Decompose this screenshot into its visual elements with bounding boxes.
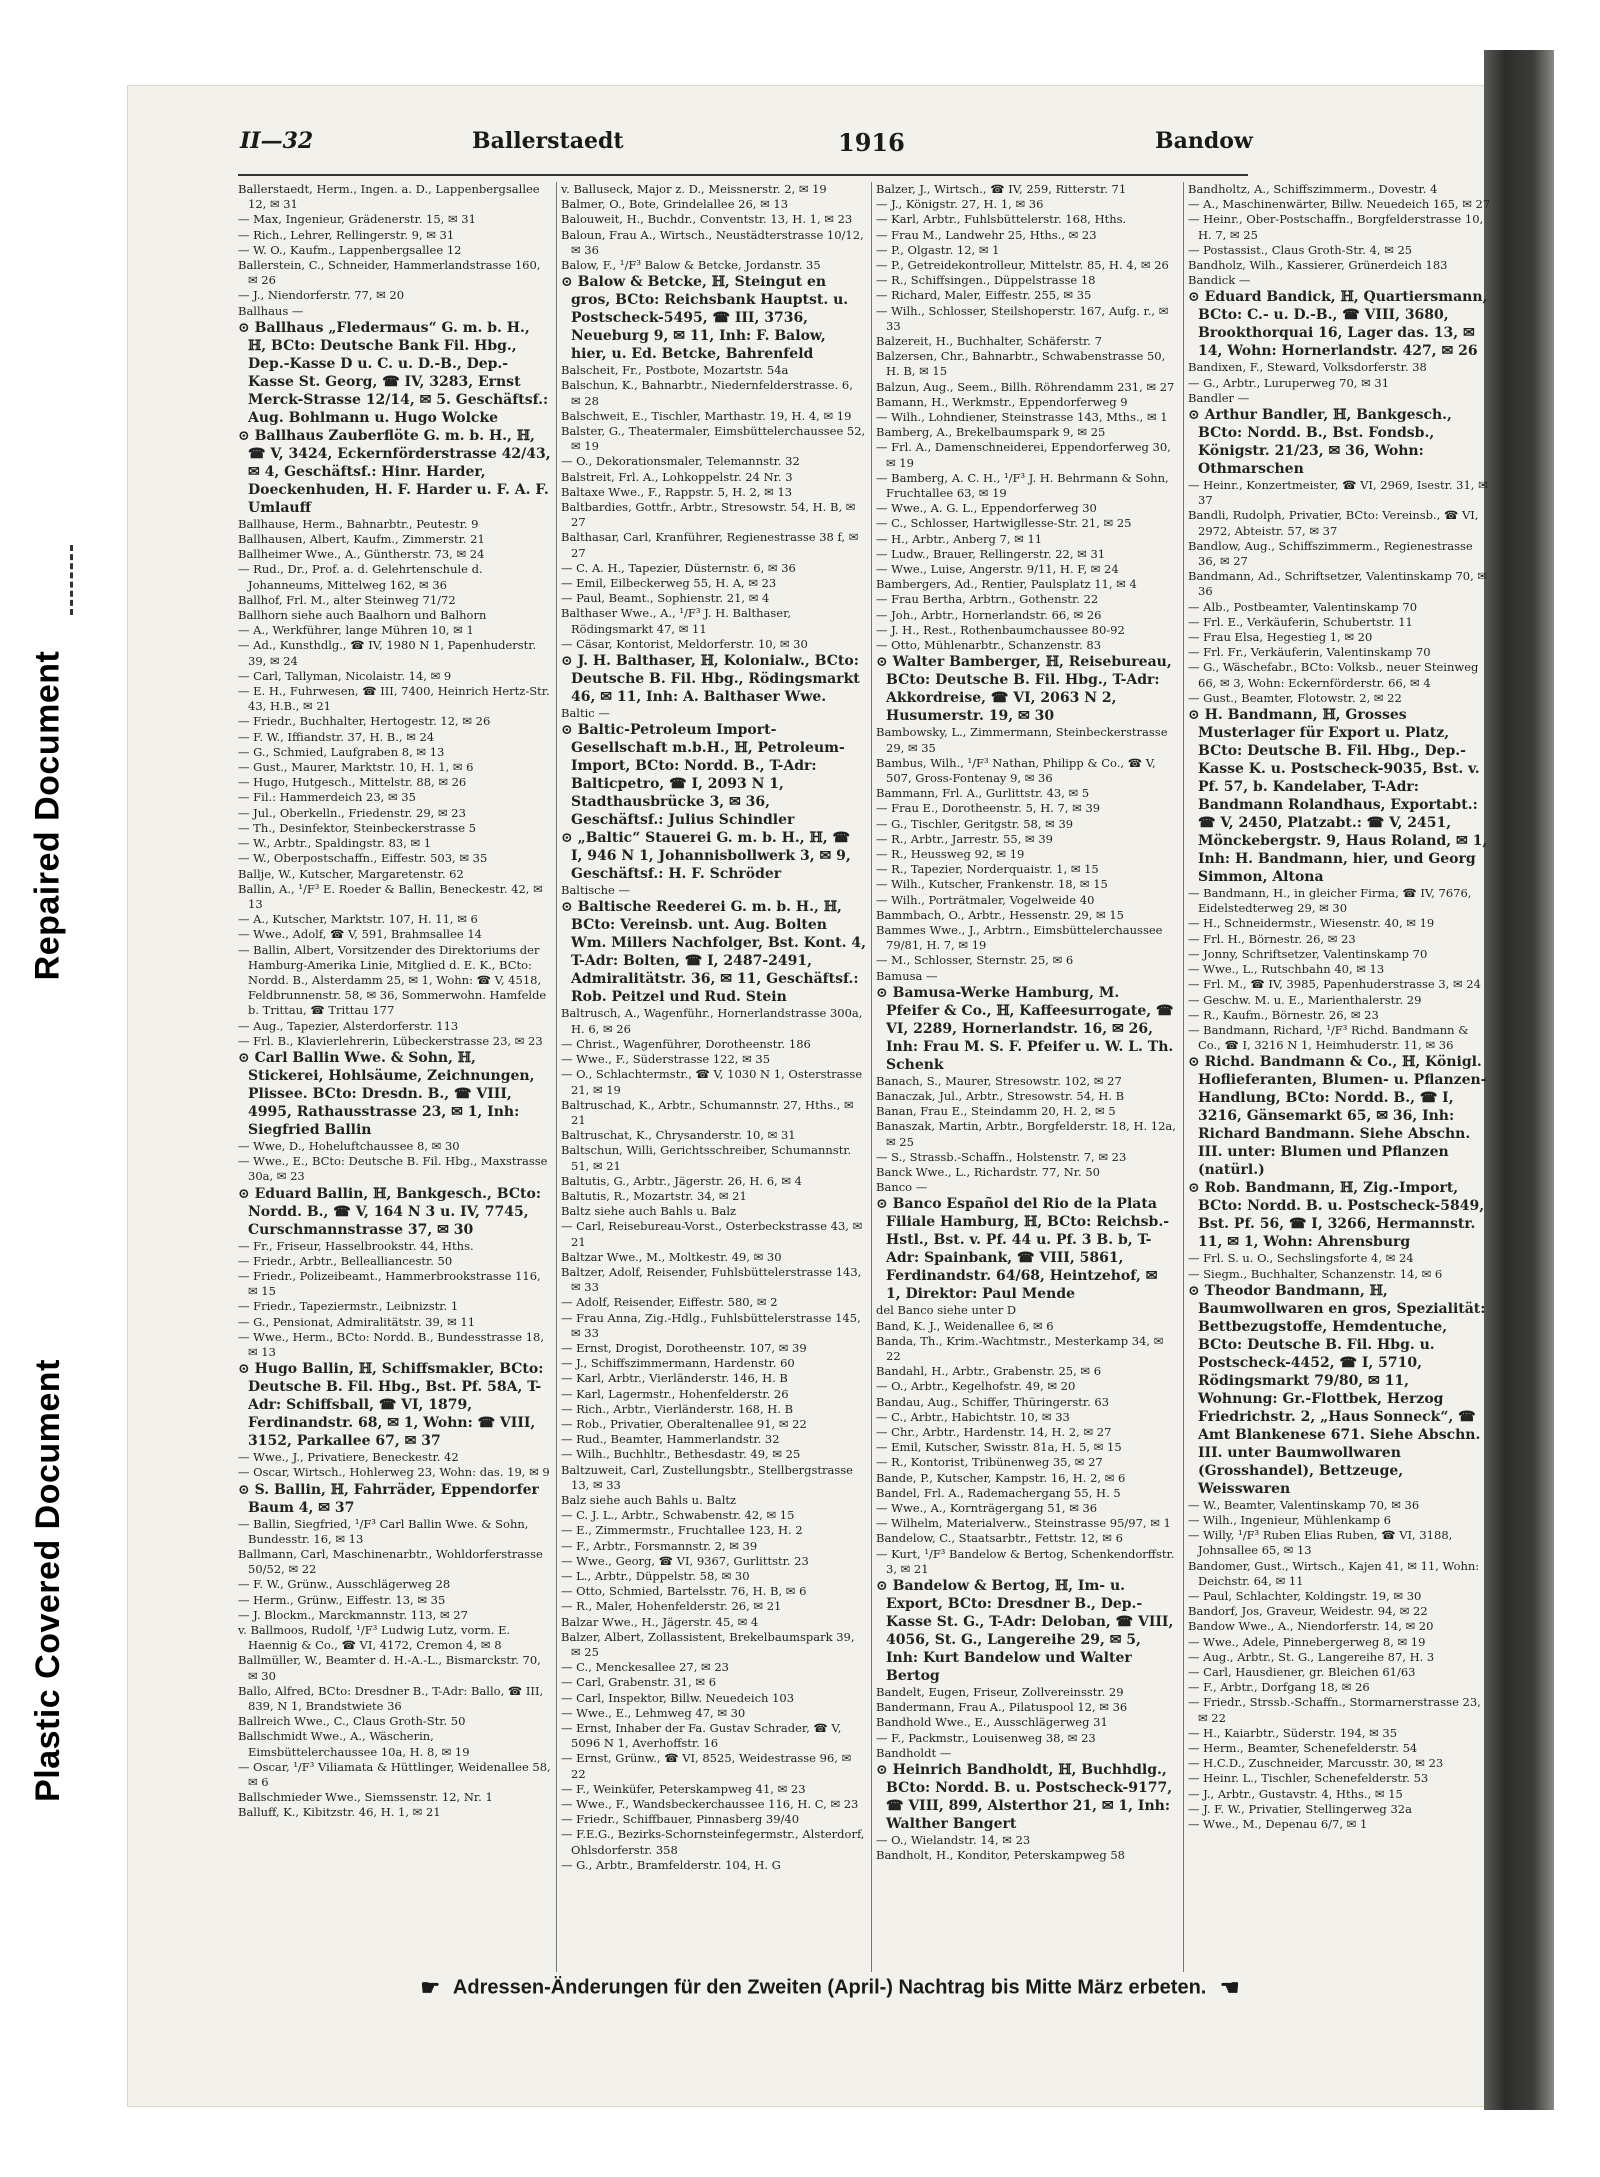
directory-entry: Baltutis, R., Mozartstr. 34, ✉ 21 — [561, 1188, 747, 1203]
directory-entry: — J., Schiffszimmermann, Hardenstr. 60 — [561, 1356, 795, 1371]
directory-entry: — J. H., Rest., Rothenbaumchaussee 80-92 — [876, 622, 1125, 637]
directory-entry: Balster, G., Theatermaler, Eimsbüttelerchaussee 52, ✉ 19 — [561, 424, 866, 454]
directory-entry: Ballin, A., ¹/F³ E. Roeder & Ballin, Beneckestr. 42, ✉ 13 — [238, 881, 543, 911]
directory-entry: — Frl. A., Damenschneiderei, Eppendorferweg 30, ✉ 19 — [876, 440, 1171, 470]
directory-entry: Baltutis, G., Arbtr., Jägerstr. 26, H. 6, ✉ 4 — [561, 1173, 802, 1188]
directory-entry: ⊙ Bamusa-Werke Hamburg, M. Pfeifer & Co., ℍ, Kaffeesurrogate, ☎ VI, 2289, Hornerlandstr. 16, ✉ 26, Inh: Frau M. S. F. Pfeifer u. W. L. Th. Schenk — [876, 984, 1174, 1073]
directory-entry: — M., Schlosser, Sternstr. 25, ✉ 6 — [876, 953, 1074, 968]
directory-entry: — Carl, Reisebureau-Vorst., Osterbeckstrasse 43, ✉ 21 — [561, 1219, 863, 1249]
directory-entry: — J. Blockm., Marckmannstr. 113, ✉ 27 — [238, 1607, 468, 1622]
directory-entry: Balstreit, Frl. A., Lohkoppelstr. 24 Nr. 3 — [561, 469, 793, 484]
directory-entry: — Herm., Beamter, Schenefelderstr. 54 — [1188, 1740, 1418, 1755]
page-footer — [350, 1975, 1310, 2005]
directory-entry: — S., Strassb.-Schaffn., Holstenstr. 7, ✉ 23 — [876, 1149, 1127, 1164]
directory-entry: — Wwe., Luise, Angerstr. 9/11, H. F, ✉ 24 — [876, 562, 1119, 577]
directory-entry: — Carl, Grabenstr. 31, ✉ 6 — [561, 1675, 717, 1690]
directory-entry: Balzun, Aug., Seem., Billh. Röhrendamm 231, ✉ 27 — [876, 379, 1175, 394]
directory-entry: ⊙ Balow & Betcke, ℍ, Steingut en gros, BCto: Reichsbank Hauptst. u. Postscheck-5495, ☎ III, 3736, Neueburg 9, ✉ 11, Inh: F. Balow, hier, u. Ed. Betcke, Bahrenfeld — [561, 274, 849, 363]
directory-entry: — Wilh., Kutscher, Frankenstr. 18, ✉ 15 — [876, 877, 1108, 892]
directory-entry: — G., Arbtr., Bramfelderstr. 104, H. G — [561, 1857, 781, 1872]
directory-entry: — Aug., Tapezier, Alsterdorferstr. 113 — [238, 1018, 459, 1033]
directory-entry: — Karl, Arbtr., Fuhlsbüttelerstr. 168, Hths. — [876, 212, 1127, 227]
directory-entry: — O., Arbtr., Kegelhofstr. 49, ✉ 20 — [876, 1379, 1076, 1394]
directory-entry: — Paul, Beamt., Sophienstr. 21, ✉ 4 — [561, 591, 770, 606]
directory-entry: — L., Arbtr., Düppelstr. 58, ✉ 30 — [561, 1569, 750, 1583]
directory-entry: ⊙ Baltic-Petroleum Import-Gesellschaft m.b.H., ℍ, Petroleum-Import, BCto: Nordd. B., T-Adr: Balticpetro, ☎ I, 2093 N 1, Stadthausbrücke 3, ✉ 36, Geschäftsf.: Julius Schindler — [561, 722, 845, 829]
directory-entry: Bandelow, C., Staatsarbtr., Fettstr. 12, ✉ 6 — [876, 1531, 1123, 1546]
directory-entry: Balscheit, Fr., Postbote, Mozartstr. 54a — [561, 363, 789, 378]
directory-entry: ⊙ Theodor Bandmann, ℍ, Baumwollwaren en gros, Spezialität: Bettbezugstoffe, Hemdentuche, BCto: Deutsche B. Fil. Hbg. u. Postscheck-4452, ☎ I, 5710, Rödingsmarkt 79/80, ✉ 11, Wohnung: Gr.-Flottbek, Herzog Friedrichstr. 2, „Haus Sonneck“, ☎ Amt Blankenese 671. Siehe Abschn. III. unter Baumwollwaren (Grosshandel), Bettzeuge, Weisswaren — [1188, 1282, 1486, 1497]
directory-entry: — Wwe., F., Wandsbeckerchaussee 116, H. C, ✉ 23 — [561, 1797, 859, 1812]
directory-entry: — Gust., Maurer, Marktstr. 10, H. 1, ✉ 6 — [238, 760, 474, 775]
directory-entry: — C. J. L., Arbtr., Schwabenstr. 42, ✉ 15 — [561, 1508, 795, 1523]
directory-entry: — Wilh., Buchhltr., Bethesdastr. 49, ✉ 25 — [561, 1447, 801, 1462]
directory-entry: — Wwe., J., Privatiere, Beneckestr. 42 — [238, 1450, 459, 1465]
header-first-word: Ballerstaedt — [472, 128, 624, 154]
directory-entry: ⊙ Richd. Bandmann & Co., ℍ, Königl. Hoflieferanten, Blumen- u. Pflanzen-Handlung, BCto: Nordd. B., ☎ I, 3216, Gänsemarkt 65, ✉ 36, Inh: Richard Bandmann. Siehe Abschn. III. unter: Blumen und Pflanzen (natürl.) — [1188, 1054, 1487, 1179]
directory-entry: — Wwe., A., Kornträgergang 51, ✉ 36 — [876, 1501, 1098, 1516]
directory-entry: — J. F. W., Privatier, Stellingerweg 32a — [1188, 1801, 1412, 1816]
directory-entry: — E., Zimmermstr., Fruchtallee 123, H. 2 — [561, 1523, 803, 1538]
directory-entry: ⊙ „Baltic“ Stauerei G. m. b. H., ℍ, ☎ I, 946 N 1, Johannisbollwerk 3, ✉ 9, Geschäftsf.: H. F. Schröder — [561, 830, 851, 883]
pointing-hand-icon: ☛ — [420, 1975, 441, 2000]
directory-entry: — Friedr., Tapeziermstr., Leibnizstr. 1 — [238, 1299, 459, 1314]
directory-entry: — Friedr., Polizeibeamt., Hammerbrookstrasse 116, ✉ 15 — [238, 1268, 541, 1299]
directory-entry: — C., Arbtr., Habichtstr. 10, ✉ 33 — [876, 1409, 1070, 1424]
directory-entry: — Christ., Wagenführer, Dorotheenstr. 186 — [561, 1036, 811, 1051]
directory-entry: Bandholz, Wilh., Kassierer, Grünerdeich 183 — [1188, 258, 1448, 273]
directory-entry: — Karl, Lagermstr., Hohenfelderstr. 26 — [561, 1386, 789, 1401]
directory-entry: Baltbardies, Gottfr., Arbtr., Stresowstr. 54, H. B, ✉ 27 — [561, 500, 856, 530]
directory-entry: Baloun, Frau A., Wirtsch., Neustädterstrasse 10/12, ✉ 36 — [561, 227, 864, 257]
directory-entry: — H., Kaiarbtr., Süderstr. 194, ✉ 35 — [1188, 1725, 1398, 1740]
directory-entry: — Otto, Schmied, Bartelsstr. 76, H. B, ✉ 6 — [561, 1584, 807, 1599]
directory-entry: Bande, P., Kutscher, Kampstr. 16, H. 2, ✉ 6 — [876, 1470, 1126, 1485]
directory-entry: — Wilhelm, Materialverw., Steinstrasse 95/97, ✉ 1 — [876, 1516, 1171, 1531]
directory-entry: Bambus, Wilh., ¹/F³ Nathan, Philipp & Co., ☎ V, 507, Gross-Fontenay 9, ✉ 36 — [876, 755, 1156, 785]
directory-entry: — W., Oberpostschaffn., Eiffestr. 503, ✉ 35 — [238, 851, 488, 866]
directory-entry: Bammbach, O., Arbtr., Hessenstr. 29, ✉ 15 — [876, 907, 1124, 922]
directory-entry: — Wilh., Lohndiener, Steinstrasse 143, Mths., ✉ 1 — [876, 410, 1168, 425]
directory-entry: Bandixen, F., Steward, Volksdorferstr. 38 — [1188, 360, 1427, 375]
directory-entry: — Frl. B., Klavierlehrerin, Lübeckerstrasse 23, ✉ 23 — [238, 1033, 543, 1048]
directory-entry: — J., Arbtr., Gustavstr. 4, Hths., ✉ 15 — [1188, 1786, 1403, 1801]
directory-entry: — Ballin, Albert, Vorsitzender des Direktoriums der Hamburg-Amerika Linie, Mitglied d. E. K., BCto: Nordd. B., Alsterdamm 25, ✉ 1, Wohn: ☎ V, 4518, Feldbrunnenstr. 58, ✉ 36, Sommerwohn. Hamfelde b. Trittau, ☎ Trittau 177 — [238, 942, 547, 1018]
directory-entry: — Frl. H., Börnestr. 26, ✉ 23 — [1188, 931, 1356, 946]
directory-entry: Bamusa — — [876, 968, 938, 983]
directory-entry: — Siegm., Buchhalter, Schanzenstr. 14, ✉ 6 — [1188, 1266, 1443, 1281]
directory-entry: Ballhause, Herm., Bahnarbtr., Peutestr. 9 — [238, 516, 479, 531]
directory-entry: — Willy, ¹/F³ Ruben Elias Ruben, ☎ VI, 3188, Johnsallee 65, ✉ 13 — [1188, 1528, 1453, 1558]
directory-entry: — Wwe., Adele, Pinnebergerweg 8, ✉ 19 — [1188, 1634, 1426, 1649]
column-4 — [1183, 182, 1495, 1972]
directory-entry: — Wwe., E., Lehmweg 47, ✉ 30 — [561, 1705, 746, 1720]
directory-entry: — Joh., Arbtr., Hornerlandstr. 66, ✉ 26 — [876, 607, 1102, 622]
directory-entry: Bandmann, Ad., Schriftsetzer, Valentinskamp 70, ✉ 36 — [1188, 569, 1488, 599]
directory-entry: — Frl. M., ☎ IV, 3985, Papenhuderstrasse 3, ✉ 24 — [1188, 977, 1481, 992]
directory-entry: — F., Arbtr., Forsmannstr. 2, ✉ 39 — [561, 1538, 758, 1553]
directory-entry: Balluff, K., Kibitzstr. 46, H. 1, ✉ 21 — [238, 1805, 441, 1820]
page-number: II—32 — [240, 128, 314, 154]
directory-entry: Ballmüller, W., Beamter d. H.-A.-L., Bismarckstr. 70, ✉ 30 — [238, 1653, 541, 1683]
column-2 — [556, 182, 870, 1972]
directory-entry: Bambowsky, L., Zimmermann, Steinbeckerstrasse 29, ✉ 35 — [876, 725, 1168, 755]
directory-entry: Ballheimer Wwe., A., Güntherstr. 73, ✉ 24 — [238, 547, 485, 562]
directory-entry: — Wilh., Porträtmaler, Vogelweide 40 — [876, 892, 1095, 907]
directory-entry: Banaczak, Jul., Arbtr., Stresowstr. 54, H. B — [876, 1088, 1125, 1103]
directory-entry: Baltruschad, K., Arbtr., Schumannstr. 27, Hths., ✉ 21 — [561, 1097, 854, 1127]
directory-entry: Bandholt, H., Konditor, Peterskampweg 58 — [876, 1848, 1125, 1863]
directory-entry: ⊙ Baltische Reederei G. m. b. H., ℍ, BCto: Vereinsb. unt. Aug. Bolten Wm. Millers Nachfolger, Bst. Kont. 4, T-Adr: Bolten, ☎ I, 2487-2491, Admiralitätstr. 36, ✉ 11, Geschäftsf.: Rob. Peitzel und Rud. Stein — [561, 899, 866, 1006]
directory-entry: Balow, F., ¹/F³ Balow & Betcke, Jordanstr. 35 — [561, 258, 821, 273]
directory-entry: Balouweit, H., Buchdr., Conventstr. 13, H. 1, ✉ 23 — [561, 212, 853, 227]
directory-entry: Banda, Th., Krim.-Wachtmstr., Mesterkamp 34, ✉ 22 — [876, 1333, 1164, 1363]
directory-entry: — W., Beamter, Valentinskamp 70, ✉ 36 — [1188, 1497, 1420, 1512]
directory-entry: — Richard, Maler, Eiffestr. 255, ✉ 35 — [876, 288, 1092, 303]
directory-entry: — Wwe., E., BCto: Deutsche B. Fil. Hbg., Maxstrasse 30a, ✉ 23 — [238, 1154, 548, 1184]
footer-text: Adressen-Änderungen für den Zweiten (April-) Nachtrag bis Mitte März erbeten. — [452, 1976, 1207, 1999]
directory-entry: Bandli, Rudolph, Privatier, BCto: Vereinsb., ☎ VI, 2972, Abteistr. 57, ✉ 37 — [1188, 508, 1479, 538]
directory-entry: — O., Wielandstr. 14, ✉ 23 — [876, 1833, 1031, 1848]
directory-entry: — Frl. Fr., Verkäuferin, Valentinskamp 70 — [1188, 645, 1431, 660]
directory-entry: — J., Königstr. 27, H. 1, ✉ 36 — [876, 197, 1044, 212]
directory-entry: Baltaxe Wwe., F., Rappstr. 5, H. 2, ✉ 13 — [561, 484, 793, 499]
directory-entry: — Frl. S. u. O., Sechslingsforte 4, ✉ 24 — [1188, 1251, 1414, 1266]
directory-entry: ⊙ J. H. Balthaser, ℍ, Kolonialw., BCto: Deutsche B. Fil. Hbg., Rödingsmarkt 46, ✉ 11, Inh: A. Balthaser Wwe. — [561, 653, 860, 706]
directory-entry: Ballschmieder Wwe., Siemssenstr. 12, Nr. 1 — [238, 1790, 493, 1805]
directory-entry: Baltruschat, K., Chrysanderstr. 10, ✉ 31 — [561, 1128, 796, 1143]
directory-entry: — Frau M., Landwehr 25, Hths., ✉ 23 — [876, 227, 1097, 242]
directory-entry: v. Ballmoos, Rudolf, ¹/F³ Ludwig Lutz, vorm. E. Haennig & Co., ☎ VI, 4172, Cremon 4, ✉ 8 — [238, 1623, 511, 1653]
directory-entry: — Ernst, Inhaber der Fa. Gustav Schrader, ☎ V, 5096 N 1, Averhoffstr. 16 — [561, 1721, 842, 1751]
header-year: 1916 — [838, 128, 905, 157]
directory-entry: Balzer, Albert, Zollassistent, Brekelbaumspark 39, ✉ 25 — [561, 1629, 855, 1660]
directory-entry: — Oscar, ¹/F³ Viliamata & Hüttlinger, Weidenallee 58, ✉ 6 — [238, 1759, 551, 1790]
directory-entry: — Wilh., Schlosser, Steilshoperstr. 167, Aufg. r., ✉ 33 — [876, 303, 1169, 333]
directory-entry: — Cäsar, Kontorist, Meldorferstr. 10, ✉ 30 — [561, 636, 808, 651]
directory-entry: — Bandmann, H., in gleicher Firma, ☎ IV, 7676, Eidelstedterweg 29, ✉ 30 — [1188, 886, 1472, 916]
directory-entry: — Geschw. M. u. E., Marienthalerstr. 29 — [1188, 992, 1422, 1007]
directory-entry: Ballhof, Frl. M., alter Steinweg 71/72 — [238, 592, 456, 607]
directory-entry: Balmer, O., Bote, Grindelallee 26, ✉ 13 — [561, 197, 789, 212]
directory-entry: Balschun, K., Bahnarbtr., Niedernfelderstrasse. 6, ✉ 28 — [561, 378, 853, 408]
directory-entry: — F.E.G., Bezirks-Schornsteinfegermstr., Alsterdorf, Ohlsdorferstr. 358 — [561, 1827, 865, 1857]
directory-entry: — R., Kaufm., Börnestr. 26, ✉ 23 — [1188, 1007, 1379, 1022]
directory-entry: — Heinr., Konzertmeister, ☎ VI, 2969, Isestr. 31, ✉ 37 — [1188, 478, 1488, 508]
directory-entry: — Carl, Inspektor, Billw. Neuedeich 103 — [561, 1690, 795, 1705]
directory-entry: v. Balluseck, Major z. D., Meissnerstr. 2, ✉ 19 — [561, 182, 827, 196]
directory-entry: Ballerstaedt, Herm., Ingen. a. D., Lappenbergsallee 12, ✉ 31 — [238, 182, 540, 212]
directory-entry: — R., Heussweg 92, ✉ 19 — [876, 846, 1025, 861]
directory-entry: — Carl, Tallyman, Nicolaistr. 14, ✉ 9 — [238, 668, 452, 683]
directory-entry: Ballmann, Carl, Maschinenarbtr., Wohldorferstrasse 50/52, ✉ 22 — [238, 1546, 543, 1577]
directory-entry: — G., Arbtr., Luruperweg 70, ✉ 31 — [1188, 375, 1390, 390]
directory-entry: — Ernst, Grünw., ☎ VI, 8525, Weidestrasse 96, ✉ 22 — [561, 1751, 852, 1781]
directory-entry: ⊙ Rob. Bandmann, ℍ, Zig.-Import, BCto: Nordd. B. u. Postscheck-5849, Bst. Pf. 56, ☎ I, 3266, Hermannstr. 11, ✉ 1, Wohn: Ahrensburg — [1188, 1180, 1485, 1251]
directory-entry: Balthasar, Carl, Kranführer, Regienestrasse 38 f, ✉ 27 — [561, 530, 859, 560]
directory-entry: — Herm., Grünw., Eiffestr. 13, ✉ 35 — [238, 1592, 446, 1607]
directory-entry: ⊙ Banco Español del Rio de la Plata Filiale Hamburg, ℍ, BCto: Reichsb.-Hstl., Bst. v. Pf. 44 u. Pf. 3 B. b, T-Adr: Spainbank, ☎ VIII, 5861, Ferdinandstr. 64/68, Heintzehof, ✉ 1, Direktor: Paul Mende — [876, 1196, 1170, 1303]
directory-entry: — Wilh., Ingenieur, Mühlenkamp 6 — [1188, 1512, 1392, 1527]
directory-entry: — Wwe., Adolf, ☎ V, 591, Brahmsallee 14 — [238, 927, 482, 942]
directory-entry: Bandlow, Aug., Schiffszimmerm., Regienestrasse 36, ✉ 27 — [1188, 538, 1473, 569]
directory-entry: — R., Maler, Hohenfelderstr. 26, ✉ 21 — [561, 1599, 782, 1614]
directory-entry: Ballreich Wwe., C., Claus Groth-Str. 50 — [238, 1714, 466, 1729]
directory-entry: Ballhorn siehe auch Baalhorn und Balhorn — [238, 608, 487, 623]
directory-entry: — Carl, Hausdiener, gr. Bleichen 61/63 — [1188, 1664, 1416, 1679]
directory-entry: Bandholdt — — [876, 1745, 952, 1760]
plastic-label-text: Plastic Covered Document — [28, 1358, 67, 1802]
side-labels — [0, 0, 95, 2177]
directory-entry: — Friedr., Buchhalter, Hertogestr. 12, ✉ 26 — [238, 714, 491, 729]
directory-entry: — Jonny, Schriftsetzer, Valentinskamp 70 — [1188, 946, 1428, 961]
directory-entry: — Karl, Arbtr., Vierländerstr. 146, H. B — [561, 1371, 788, 1386]
directory-entry: — W. O., Kaufm., Lappenbergsallee 12 — [238, 242, 462, 257]
directory-entry: — Bandmann, Richard, ¹/F³ Richd. Bandmann & Co., ☎ I, 3216 N 1, Heimhuderstr. 11, ✉ 36 — [1188, 1022, 1469, 1053]
directory-entry: — Paul, Schlachter, Koldingstr. 19, ✉ 30 — [1188, 1588, 1422, 1603]
directory-entry: — E. H., Fuhrwesen, ☎ III, 7400, Heinrich Hertz-Str. 43, H.B., ✉ 21 — [238, 684, 550, 714]
directory-entry: Bandau, Aug., Schiffer, Thüringerstr. 63 — [876, 1394, 1110, 1409]
directory-entry: ⊙ Eduard Bandick, ℍ, Quartiersmann, BCto: C.- u. D.-B., ☎ VIII, 3680, Brookthorquai 16, Lager das. 13, ✉ 14, Wohn: Hornerlandstr. 427, ✉ 26 — [1188, 289, 1488, 360]
directory-entry: — Alb., Postbeamter, Valentinskamp 70 — [1188, 599, 1418, 614]
directory-entry: — Frau Bertha, Arbtrn., Gothenstr. 22 — [876, 592, 1099, 607]
directory-entry: — Emil, Kutscher, Swisstr. 81a, H. 5, ✉ 15 — [876, 1440, 1122, 1455]
directory-entry: Bandow Wwe., A., Niendorferstr. 14, ✉ 20 — [1188, 1619, 1434, 1634]
directory-entry: Banco — — [876, 1180, 928, 1195]
directory-entry: Bandermann, Frau A., Pilatuspool 12, ✉ 36 — [876, 1700, 1128, 1715]
directory-entry: — Max, Ingenieur, Grädenerstr. 15, ✉ 31 — [238, 212, 476, 227]
directory-entry: Ballhaus — — [238, 303, 304, 318]
directory-entry: Baltz siehe auch Bahls u. Balz — [561, 1204, 737, 1219]
directory-entry: Bandler — — [1188, 390, 1250, 405]
directory-entry: — H.C.D., Zuschneider, Marcusstr. 30, ✉ 23 — [1188, 1756, 1444, 1771]
directory-entry: — R., Arbtr., Jarrestr. 55, ✉ 39 — [876, 831, 1053, 846]
directory-entry: ⊙ Bandelow & Bertog, ℍ, Im- u. Export, BCto: Dresdner B., Dep.-Kasse St. G., T-Adr: Deloban, ☎ VIII, 4056, St. G., Langereihe 29, ✉ 5, Inh: Kurt Bandelow und Walter Bertog — [876, 1578, 1174, 1685]
directory-entry: — F. W., Iffiandstr. 37, H. B., ✉ 24 — [238, 729, 435, 744]
directory-entry: — Rud., Beamter, Hammerlandstr. 32 — [561, 1432, 780, 1447]
directory-entry: — Ernst, Drogist, Dorotheenstr. 107, ✉ 39 — [561, 1340, 807, 1355]
header-last-word: Bandow — [1155, 128, 1253, 154]
directory-entry: Ballo, Alfred, BCto: Dresdner B., T-Adr: Ballo, ☎ III, 839, N 1, Brandstwiete 36 — [238, 1683, 544, 1714]
directory-entry: Banck Wwe., L., Richardstr. 77, Nr. 50 — [876, 1164, 1100, 1179]
column-3 — [871, 182, 1180, 1972]
directory-entry: — Otto, Mühlenarbtr., Schanzenstr. 83 — [876, 638, 1102, 653]
directory-entry: ⊙ Walter Bamberger, ℍ, Reisebureau, BCto: Deutsche B. Fil. Hbg., T-Adr: Akkordreise, ☎ VI, 2063 N 2, Husumerstr. 19, ✉ 30 — [876, 654, 1172, 725]
directory-entry: ⊙ Carl Ballin Wwe. & Sohn, ℍ, Stickerei, Hohlsäume, Zeichnungen, Plissee. BCto: Dresdn. B., ☎ VIII, 4995, Rathausstrasse 23, ✉ 1, Inh: Siegfried Ballin — [238, 1049, 535, 1138]
directory-entry: — P., Getreidekontrolleur, Mittelstr. 85, H. 4, ✉ 26 — [876, 258, 1169, 273]
directory-entry: Banach, S., Maurer, Stresowstr. 102, ✉ 27 — [876, 1073, 1122, 1088]
directory-entry: — Ludw., Brauer, Rellingerstr. 22, ✉ 31 — [876, 546, 1106, 561]
directory-entry: — G., Schmied, Laufgraben 8, ✉ 13 — [238, 744, 445, 759]
directory-entry: — Frau Elsa, Hegestieg 1, ✉ 20 — [1188, 630, 1373, 645]
directory-entry: Baltzuweit, Carl, Zustellungsbtr., Stellbergstrasse 13, ✉ 33 — [561, 1462, 853, 1492]
directory-entry: — Frau Anna, Zig.-Hdlg., Fuhlsbüttelerstrasse 145, ✉ 33 — [561, 1310, 861, 1340]
directory-entry: — Friedr., Schiffbauer, Pinnasberg 39/40 — [561, 1812, 800, 1827]
directory-entry: — G., Pensionat, Admiralitätstr. 39, ✉ 11 — [238, 1314, 476, 1329]
directory-entry: — Rud., Dr., Prof. a. d. Gelehrtenschule d. Johanneums, Mittelweg 162, ✉ 36 — [238, 562, 483, 592]
directory-entry: — A., Kutscher, Marktstr. 107, H. 11, ✉ 6 — [238, 912, 478, 927]
directory-entry: — F., Arbtr., Dorfgang 18, ✉ 26 — [1188, 1680, 1370, 1695]
directory-entry: — Rich., Arbtr., Vierländerstr. 168, H. B — [561, 1401, 794, 1416]
directory-entry: — G., Tischler, Geritgstr. 58, ✉ 39 — [876, 816, 1074, 831]
directory-entry: Bambergers, Ad., Rentier, Paulsplatz 11, ✉ 4 — [876, 577, 1137, 592]
directory-entry: — C. A. H., Tapezier, Düsternstr. 6, ✉ 36 — [561, 560, 796, 575]
directory-entry: — Frau E., Dorotheenstr. 5, H. 7, ✉ 39 — [876, 801, 1101, 816]
directory-entry: — Wwe, D., Hoheluftchaussee 8, ✉ 30 — [238, 1138, 460, 1153]
directory-entry: Balz siehe auch Bahls u. Baltz — [561, 1492, 737, 1507]
directory-columns — [238, 174, 1491, 1976]
directory-entry: — Fr., Friseur, Hasselbrookstr. 44, Hths. — [238, 1238, 474, 1253]
directory-entry: — P., Olgastr. 12, ✉ 1 — [876, 242, 1000, 257]
directory-entry: Band, K. J., Weidenallee 6, ✉ 6 — [876, 1318, 1054, 1333]
directory-entry: — Heinr., Ober-Postschaffn., Borgfelderstrasse 10, H. 7, ✉ 25 — [1188, 212, 1484, 242]
directory-entry: — Chr., Arbtr., Hardenstr. 14, H. 2, ✉ 27 — [876, 1425, 1112, 1439]
directory-entry: — F., Packmstr., Louisenweg 38, ✉ 23 — [876, 1730, 1096, 1745]
directory-entry: Balthaser Wwe., A., ¹/F³ J. H. Balthaser, Rödingsmarkt 47, ✉ 11 — [561, 606, 791, 636]
directory-entry: Baltische — — [561, 883, 630, 898]
directory-entry: Bandhold Wwe., E., Ausschlägerweg 31 — [876, 1715, 1108, 1730]
directory-entry: — Wwe., Herm., BCto: Nordd. B., Bundesstrasse 18, ✉ 13 — [238, 1329, 545, 1359]
directory-entry: — A., Werkführer, lange Mühren 10, ✉ 1 — [238, 623, 474, 638]
directory-entry: — Adolf, Reisender, Eiffestr. 580, ✉ 2 — [561, 1295, 778, 1310]
directory-entry: — Rich., Lehrer, Rellingerstr. 9, ✉ 31 — [238, 227, 455, 242]
directory-entry: Ballerstein, C., Schneider, Hammerlandstrasse 160, ✉ 26 — [238, 258, 541, 288]
directory-entry: — C., Schlosser, Hartwigllesse-Str. 21, ✉ 25 — [876, 516, 1132, 531]
directory-entry: — Kurt, ¹/F³ Bandelow & Bertog, Schenkendorffstr. 3, ✉ 21 — [876, 1546, 1175, 1576]
directory-entry: del Banco siehe unter D — [876, 1303, 1017, 1318]
directory-entry: — Wwe., F., Süderstrasse 122, ✉ 35 — [561, 1052, 771, 1067]
directory-entry: — Heinr. L., Tischler, Schenefelderstr. 53 — [1188, 1771, 1429, 1786]
directory-entry: Ballhausen, Albert, Kaufm., Zimmerstr. 21 — [238, 532, 485, 547]
directory-entry: — Oscar, Wirtsch., Hohlerweg 23, Wohn: das. 19, ✉ 9 — [238, 1465, 550, 1480]
directory-entry: — Wwe., A. G. L., Eppendorferweg 30 — [876, 501, 1097, 516]
directory-entry: Ballje, W., Kutscher, Margaretenstr. 62 — [238, 866, 464, 881]
directory-entry: Bandelt, Eugen, Friseur, Zollvereinsstr. 29 — [876, 1685, 1124, 1700]
plastic-covered-label — [8, 1210, 88, 1950]
directory-entry: Balzersen, Chr., Bahnarbtr., Schwabenstrasse 50, H. B, ✉ 15 — [876, 349, 1166, 379]
directory-entry: Baltic — — [561, 706, 610, 721]
directory-entry: Balschweit, E., Tischler, Marthastr. 19, H. 4, ✉ 19 — [561, 408, 852, 423]
directory-entry: Bammes Wwe., J., Arbtrn., Eimsbüttelerchaussee 79/81, H. 7, ✉ 19 — [876, 922, 1163, 953]
directory-entry: Bandel, Frl. A., Rademachergang 55, H. 5 — [876, 1485, 1121, 1500]
directory-entry: — Frl. E., Verkäuferin, Schubertstr. 11 — [1188, 614, 1413, 629]
directory-entry: Banaszak, Martin, Arbtr., Borgfelderstr. 18, H. 12a, ✉ 25 — [876, 1119, 1176, 1149]
directory-entry: — R., Schiffsingen., Düppelstrasse 18 — [876, 273, 1096, 288]
directory-entry: — H., Schneidermstr., Wiesenstr. 40, ✉ 19 — [1188, 916, 1435, 931]
directory-entry: — Bamberg, A. C. H., ¹/F³ J. H. Behrmann & Sohn, Fruchtallee 63, ✉ 19 — [876, 470, 1169, 501]
directory-entry: — F., Weinküfer, Peterskampweg 41, ✉ 23 — [561, 1781, 806, 1796]
repaired-label-text: Repaired Document — [28, 650, 67, 980]
directory-entry: ⊙ Ballhaus Zauberflöte G. m. b. H., ℍ, ☎ V, 3424, Eckernförderstrasse 42/43, ✉ 4, Geschäftsf.: Hinr. Harder, Doeckenhuden, H. F. Harder u. F. A. F. Umlauff — [238, 427, 551, 516]
repaired-document-label — [8, 545, 88, 1085]
directory-entry: — Ballin, Siegfried, ¹/F³ Carl Ballin Wwe. & Sohn, Bundesstr. 16, ✉ 13 — [238, 1516, 529, 1546]
page-header — [240, 128, 1253, 162]
pointing-hand-icon: ☚ — [1219, 1975, 1240, 2000]
directory-entry: ⊙ Hugo Ballin, ℍ, Schiffsmakler, BCto: Deutsche B. Fil. Hbg., Bst. Pf. 58A, T-Adr: Schiffsball, ☎ VI, 1879, Ferdinandstr. 68, ✉ 1, Wohn: ☎ VIII, 3152, Parkallee 67, ✉ 37 — [238, 1361, 544, 1450]
directory-entry: Ballschmidt Wwe., A., Wäscherin, Eimsbüttelerchaussee 10a, H. 8, ✉ 19 — [238, 1729, 470, 1759]
directory-entry: ⊙ S. Ballin, ℍ, Fahrräder, Eppendorfer Baum 4, ✉ 37 — [238, 1481, 539, 1516]
directory-entry: — G., Wäschefabr., BCto: Volksb., neuer Steinweg 66, ✉ 3, Wohn: Eckernförderstr. 66, ✉ 4 — [1188, 660, 1479, 690]
directory-entry: Bamberg, A., Brekelbaumspark 9, ✉ 25 — [876, 425, 1106, 440]
directory-entry: Balzar Wwe., H., Jägerstr. 45, ✉ 4 — [561, 1614, 759, 1629]
directory-entry: — Fil.: Hammerdeich 23, ✉ 35 — [238, 790, 416, 805]
directory-entry: — O., Schlachtermstr., ☎ V, 1030 N 1, Osterstrasse 21, ✉ 19 — [561, 1067, 863, 1097]
directory-entry: Baltrusch, A., Wagenführ., Hornerlandstrasse 300a, H. 6, ✉ 26 — [561, 1006, 863, 1036]
directory-entry: Banan, Frau E., Steindamm 20, H. 2, ✉ 5 — [876, 1104, 1116, 1119]
directory-entry: — W., Arbtr., Spaldingstr. 83, ✉ 1 — [238, 836, 432, 851]
directory-entry: — O., Dekorationsmaler, Telemannstr. 32 — [561, 454, 800, 469]
directory-entry: — Ad., Kunsthdlg., ☎ IV, 1980 N 1, Papenhuderstr. 39, ✉ 24 — [238, 638, 537, 668]
directory-entry: — J., Niendorferstr. 77, ✉ 20 — [238, 288, 405, 303]
column-1 — [238, 182, 555, 1972]
directory-entry: ⊙ H. Bandmann, ℍ, Grosses Musterlager für Export u. Platz, BCto: Deutsche B. Fil. Hbg., Dep.-Kasse K. u. Postscheck-9035, Bst. v. Pf. 57, b. Kandelaber, T-Adr: Bandmann Rolandhaus, Exportabt.: ☎ V, 2450, Platzabt.: ☎ V, 2451, Mönckebergstr. 9, Haus Roland, ✉ 1, Inh: H. Bandmann, hier, und Georg Simmon, Altona — [1188, 707, 1488, 886]
directory-entry: Baltzar Wwe., M., Moltkestr. 49, ✉ 30 — [561, 1249, 782, 1264]
directory-entry: Balzer, J., Wirtsch., ☎ IV, 259, Ritterstr. 71 — [876, 182, 1127, 196]
directory-entry: Bandholtz, A., Schiffszimmerm., Dovestr. 4 — [1188, 182, 1438, 196]
directory-entry: — Gust., Beamter, Flotowstr. 2, ✉ 22 — [1188, 690, 1402, 705]
directory-entry: Bamann, H., Werkmstr., Eppendorferweg 9 — [876, 394, 1128, 409]
directory-entry: — A., Maschinenwärter, Billw. Neuedeich 165, ✉ 27 — [1188, 197, 1491, 212]
directory-entry: Bandorf, Jos, Graveur, Weidestr. 94, ✉ 22 — [1188, 1604, 1428, 1619]
directory-entry: — C., Menckesallee 27, ✉ 23 — [561, 1660, 729, 1675]
directory-entry: ⊙ Arthur Bandler, ℍ, Bankgesch., BCto: Nordd. B., Bst. Fondsb., Königstr. 21/23, ✉ 36, Wohn: Othmarschen — [1188, 407, 1452, 478]
directory-entry: — Postassist., Claus Groth-Str. 4, ✉ 25 — [1188, 242, 1413, 257]
directory-entry: — Wwe., Georg, ☎ VI, 9367, Gurlittstr. 23 — [561, 1553, 809, 1568]
directory-entry: — Rob., Privatier, Oberaltenallee 91, ✉ 22 — [561, 1416, 807, 1431]
directory-entry: — H., Arbtr., Anberg 7, ✉ 11 — [876, 531, 1043, 546]
directory-entry: — Wwe., L., Rutschbahn 40, ✉ 13 — [1188, 962, 1385, 977]
directory-entry: — Jul., Oberkelln., Friedenstr. 29, ✉ 23 — [238, 805, 466, 820]
directory-entry: — R., Tapezier, Norderquaistr. 1, ✉ 15 — [876, 862, 1099, 877]
directory-entry: Baltschun, Willi, Gerichtsschreiber, Schumannstr. 51, ✉ 21 — [561, 1143, 852, 1173]
directory-entry: — F. W., Grünw., Ausschlägerweg 28 — [238, 1577, 451, 1592]
directory-entry: ⊙ Ballhaus „Fledermaus“ G. m. b. H., ℍ, BCto: Deutsche Bank Fil. Hbg., Dep.-Kasse D u. C. u. D.-B., Dep.-Kasse St. Georg, ☎ IV, 3283, Ernst Merck-Strasse 12/14, ✉ 5. Geschäftsf.: Aug. Bohlmann u. Hugo Wolcke — [238, 319, 549, 426]
directory-entry: — Wwe., M., Depenau 6/7, ✉ 1 — [1188, 1816, 1368, 1831]
directory-entry: Bandick — — [1188, 273, 1251, 288]
directory-entry: — Friedr., Strssb.-Schaffn., Stormarnerstrasse 23, ✉ 22 — [1188, 1695, 1481, 1725]
directory-entry: — R., Kontorist, Tribünenweg 35, ✉ 27 — [876, 1455, 1103, 1470]
directory-entry: Bandahl, H., Arbtr., Grabenstr. 25, ✉ 6 — [876, 1364, 1102, 1379]
directory-entry: — Friedr., Arbtr., Bellealliancestr. 50 — [238, 1253, 453, 1268]
directory-entry: — Emil, Eilbeckerweg 55, H. A, ✉ 23 — [561, 576, 777, 591]
directory-entry: ⊙ Eduard Ballin, ℍ, Bankgesch., BCto: Nordd. B., ☎ V, 164 N 3 u. IV, 7745, Curschmannstrasse 37, ✉ 30 — [238, 1185, 542, 1238]
directory-entry: ⊙ Heinrich Bandholdt, ℍ, Buchhdlg., BCto: Nordd. B. u. Postscheck-9177, ☎ VIII, 899, Alsterthor 21, ✉ 1, Inh: Walther Bangert — [876, 1762, 1173, 1833]
directory-entry: Bandomer, Gust., Wirtsch., Kajen 41, ✉ 11, Wohn: Deichstr. 64, ✉ 11 — [1188, 1558, 1480, 1588]
directory-entry: — Aug., Arbtr., St. G., Langereihe 87, H. 3 — [1188, 1649, 1435, 1664]
directory-entry: — Hugo, Hutgesch., Mittelstr. 88, ✉ 26 — [238, 775, 467, 790]
directory-entry: Baltzer, Adolf, Reisender, Fuhlsbüttelerstrasse 143, ✉ 33 — [561, 1264, 862, 1295]
directory-entry: Balzereit, H., Buchhalter, Schäferstr. 7 — [876, 334, 1102, 349]
directory-entry: Bammann, Frl. A., Gurlittstr. 43, ✉ 5 — [876, 786, 1090, 801]
directory-entry: — Th., Desinfektor, Steinbeckerstrasse 5 — [238, 820, 477, 835]
